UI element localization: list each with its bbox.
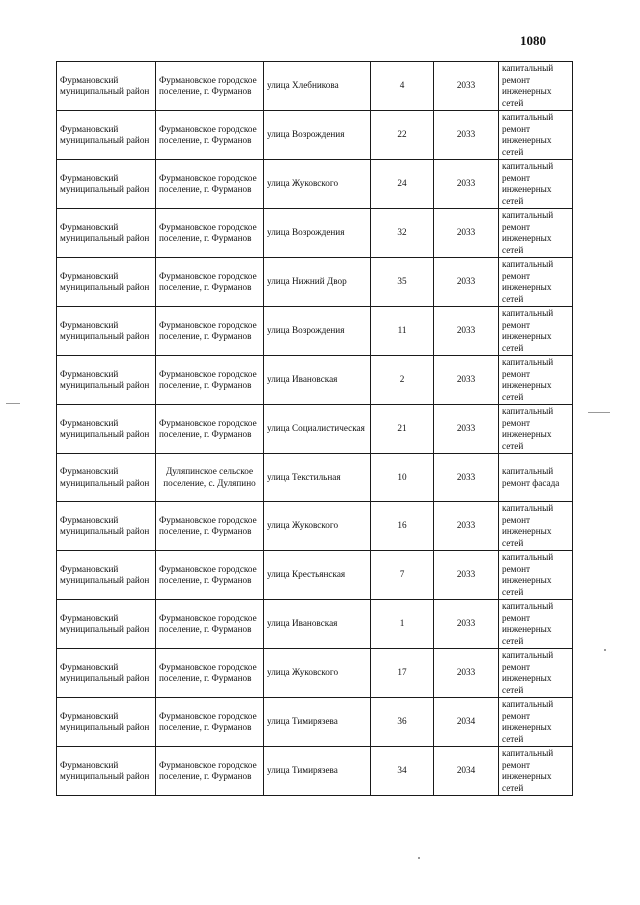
table-row [57,502,573,551]
scan-mark [604,649,606,651]
cell-work-type: капитальный ремонт инженерных сетей [499,551,573,600]
cell-year: 2033 [434,307,499,356]
table-row [57,747,573,796]
table-row [57,258,573,307]
cell-street: улица Жуковского [264,160,371,209]
cell-year: 2033 [434,502,499,551]
table-row [57,600,573,649]
cell-district: Фурмановский муниципальный район [57,356,156,405]
table-row [57,160,573,209]
cell-district: Фурмановский муниципальный район [57,747,156,796]
cell-year: 2033 [434,649,499,698]
cell-house-number: 2 [371,356,434,405]
cell-district: Фурмановский муниципальный район [57,209,156,258]
cell-settlement: Фурмановское городское поселение, г. Фурманов [156,111,264,160]
cell-house-number: 22 [371,111,434,160]
cell-settlement: Фурмановское городское поселение, г. Фурманов [156,551,264,600]
cell-work-type: капитальный ремонт инженерных сетей [499,307,573,356]
cell-house-number: 35 [371,258,434,307]
cell-district: Фурмановский муниципальный район [57,649,156,698]
cell-work-type: капитальный ремонт инженерных сетей [499,160,573,209]
cell-house-number: 34 [371,747,434,796]
cell-work-type: капитальный ремонт инженерных сетей [499,405,573,454]
scan-mark [588,412,610,413]
cell-district: Фурмановский муниципальный район [57,551,156,600]
table-body [57,62,573,796]
cell-settlement: Фурмановское городское поселение, г. Фурманов [156,649,264,698]
table-row [57,649,573,698]
cell-house-number: 16 [371,502,434,551]
cell-house-number: 32 [371,209,434,258]
cell-settlement: Фурмановское городское поселение, г. Фурманов [156,258,264,307]
cell-year: 2033 [434,356,499,405]
cell-year: 2033 [434,454,499,502]
cell-work-type: капитальный ремонт инженерных сетей [499,600,573,649]
cell-year: 2033 [434,209,499,258]
cell-district: Фурмановский муниципальный район [57,160,156,209]
cell-street: улица Социалистическая [264,405,371,454]
cell-street: улица Жуковского [264,502,371,551]
cell-settlement: Фурмановское городское поселение, г. Фурманов [156,62,264,111]
cell-work-type: капитальный ремонт инженерных сетей [499,258,573,307]
cell-district: Фурмановский муниципальный район [57,454,156,502]
cell-house-number: 10 [371,454,434,502]
cell-house-number: 1 [371,600,434,649]
cell-settlement: Дуляпинское сельское поселение, с. Дуляпино [156,454,264,502]
cell-work-type: капитальный ремонт инженерных сетей [499,356,573,405]
page-number: 1080 [520,33,546,48]
cell-house-number: 24 [371,160,434,209]
cell-house-number: 21 [371,405,434,454]
cell-district: Фурмановский муниципальный район [57,111,156,160]
cell-settlement: Фурмановское городское поселение, г. Фурманов [156,160,264,209]
cell-district: Фурмановский муниципальный район [57,405,156,454]
cell-settlement: Фурмановское городское поселение, г. Фурманов [156,698,264,747]
cell-district: Фурмановский муниципальный район [57,502,156,551]
cell-street: улица Ивановская [264,356,371,405]
cell-street: улица Жуковского [264,649,371,698]
cell-district: Фурмановский муниципальный район [57,62,156,111]
cell-year: 2033 [434,551,499,600]
scan-mark [6,403,20,404]
cell-year: 2033 [434,600,499,649]
table-row [57,356,573,405]
cell-year: 2033 [434,111,499,160]
cell-street: улица Возрождения [264,307,371,356]
cell-district: Фурмановский муниципальный район [57,307,156,356]
cell-house-number: 36 [371,698,434,747]
cell-house-number: 4 [371,62,434,111]
cell-year: 2033 [434,62,499,111]
table-row [57,405,573,454]
cell-work-type: капитальный ремонт инженерных сетей [499,62,573,111]
scan-mark [418,857,420,859]
cell-settlement: Фурмановское городское поселение, г. Фурманов [156,747,264,796]
cell-street: улица Возрождения [264,209,371,258]
cell-settlement: Фурмановское городское поселение, г. Фурманов [156,209,264,258]
table-row [57,307,573,356]
table-row [57,551,573,600]
table-row [57,209,573,258]
table-row [57,698,573,747]
cell-house-number: 11 [371,307,434,356]
cell-street: улица Текстильная [264,454,371,502]
cell-street: улица Возрождения [264,111,371,160]
cell-year: 2034 [434,747,499,796]
cell-street: улица Хлебникова [264,62,371,111]
cell-street: улица Тимирязева [264,747,371,796]
cell-settlement: Фурмановское городское поселение, г. Фурманов [156,502,264,551]
cell-street: улица Нижний Двор [264,258,371,307]
cell-house-number: 17 [371,649,434,698]
cell-district: Фурмановский муниципальный район [57,698,156,747]
table-row [57,454,573,502]
cell-work-type: капитальный ремонт фасада [499,454,573,502]
cell-work-type: капитальный ремонт инженерных сетей [499,747,573,796]
cell-street: улица Тимирязева [264,698,371,747]
cell-house-number: 7 [371,551,434,600]
cell-settlement: Фурмановское городское поселение, г. Фурманов [156,307,264,356]
cell-settlement: Фурмановское городское поселение, г. Фурманов [156,356,264,405]
cell-district: Фурмановский муниципальный район [57,600,156,649]
cell-work-type: капитальный ремонт инженерных сетей [499,209,573,258]
cell-year: 2034 [434,698,499,747]
cell-work-type: капитальный ремонт инженерных сетей [499,698,573,747]
cell-work-type: капитальный ремонт инженерных сетей [499,502,573,551]
table-row [57,62,573,111]
table-row [57,111,573,160]
housing-repair-table [56,61,573,796]
cell-district: Фурмановский муниципальный район [57,258,156,307]
cell-work-type: капитальный ремонт инженерных сетей [499,649,573,698]
cell-settlement: Фурмановское городское поселение, г. Фурманов [156,600,264,649]
cell-street: улица Ивановская [264,600,371,649]
cell-year: 2033 [434,258,499,307]
cell-work-type: капитальный ремонт инженерных сетей [499,111,573,160]
cell-settlement: Фурмановское городское поселение, г. Фурманов [156,405,264,454]
cell-street: улица Крестьянская [264,551,371,600]
cell-year: 2033 [434,405,499,454]
cell-year: 2033 [434,160,499,209]
